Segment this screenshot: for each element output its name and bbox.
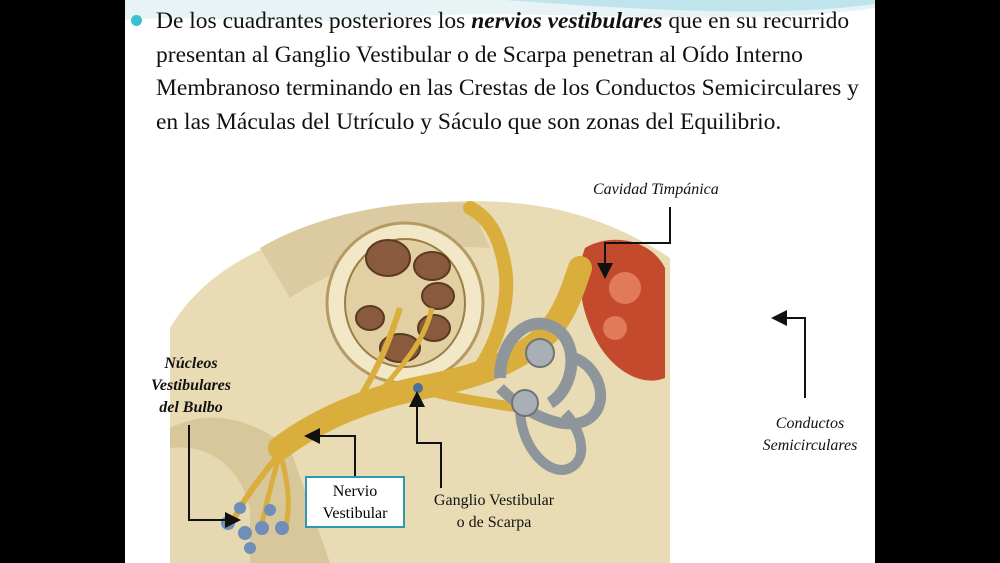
bullet-text-emphasis: nervios vestibulares bbox=[471, 8, 663, 34]
label-nucleos-line1: Núcleos bbox=[164, 355, 218, 372]
label-nucleos-line3: del Bulbo bbox=[159, 399, 223, 416]
label-nervio-line1: Nervio bbox=[332, 483, 378, 500]
label-nucleos-vestibulares bbox=[131, 353, 251, 419]
label-ganglio-line2: o de Scarpa bbox=[456, 514, 532, 531]
label-nucleos-line2: Vestibulares bbox=[150, 377, 231, 394]
label-cavidad-timpanica: Cavidad Timpánica bbox=[593, 181, 719, 198]
bullet-text bbox=[156, 5, 867, 139]
label-conductos-semicirculares bbox=[740, 413, 875, 457]
label-nervio-line2: Vestibular bbox=[322, 505, 388, 522]
bullet-text-part1: De los cuadrantes posteriores los bbox=[156, 8, 472, 34]
label-nervio-vestibular-box bbox=[305, 476, 405, 528]
slide bbox=[125, 0, 875, 563]
label-conductos-line1: Conductos bbox=[775, 415, 845, 432]
bullet-text-part2: que en su recurrido presentan al Ganglio Vestibular o de Scarpa penetran al Oído Interno Membranoso terminando en las Crestas de los Conductos Semicirculares y en las Máculas del Utrículo y Sáculo que son zonas del Equilibrio. bbox=[156, 8, 859, 135]
label-conductos-line2: Semicirculares bbox=[762, 437, 858, 454]
bullet-dot-icon bbox=[131, 15, 142, 26]
label-ganglio-vestibular bbox=[410, 490, 578, 534]
label-ganglio-line1: Ganglio Vestibular bbox=[433, 492, 555, 509]
